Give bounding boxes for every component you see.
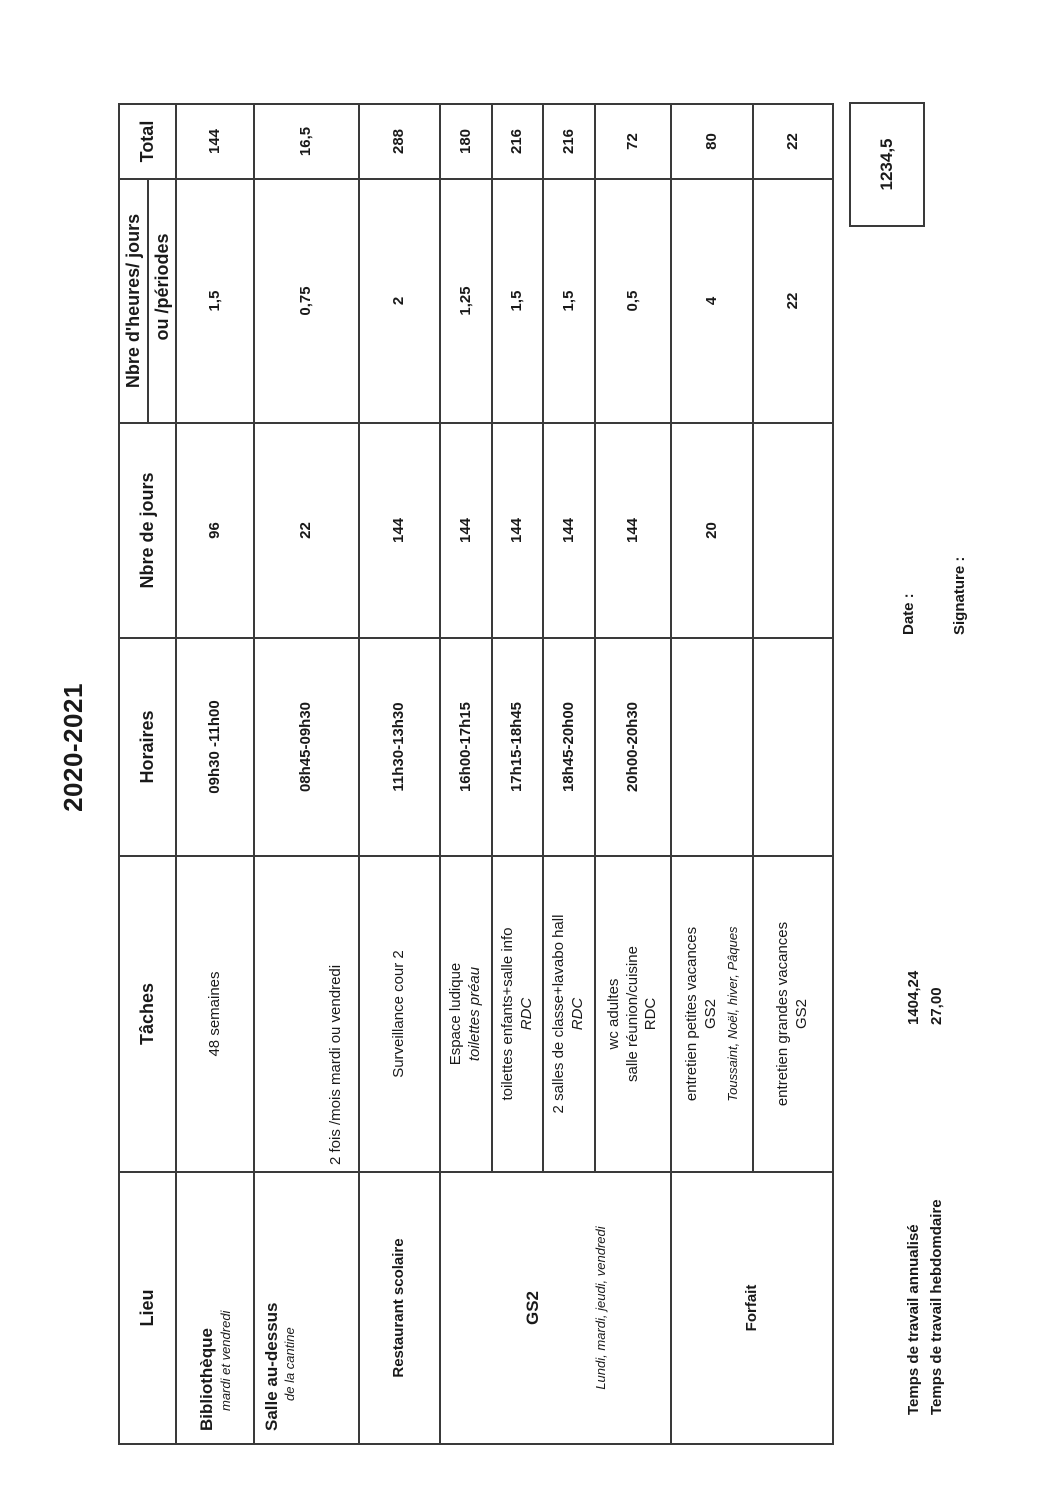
cell-tache: 2 fois /mois mardi ou vendredi: [254, 856, 359, 1172]
cell-jours: 96: [176, 423, 254, 638]
cell-lieu: Restaurant scolaire: [359, 1172, 440, 1444]
cell-tache: [671, 856, 753, 1172]
cell-tache: Surveillance cour 2: [359, 856, 440, 1172]
tache-line2: salle réunion/cuisine: [623, 946, 641, 1082]
header-horaires: Horaires: [119, 638, 176, 856]
cell-horaires: 17h15-18h45: [492, 638, 543, 856]
table-row: [671, 104, 753, 1444]
tache-line2: GS2: [793, 999, 810, 1030]
lieu-name: GS2: [522, 1290, 542, 1326]
cell-heures: 1,5: [543, 179, 595, 423]
cell-tache: [753, 856, 833, 1172]
cell-heures: 2: [359, 179, 440, 423]
cell-tache: [440, 856, 492, 1172]
header-nbre-jours: Nbre de jours: [119, 423, 176, 638]
tache-subtitle: RDC: [569, 997, 586, 1031]
cell-horaires: 11h30-13h30: [359, 638, 440, 856]
signature-label: Signature :: [951, 556, 968, 635]
tache-line3: RDC: [642, 997, 660, 1031]
cell-lieu: [176, 1172, 254, 1444]
header-nbre-heures: [119, 179, 176, 423]
tache-subtitle: Toussaint, Noël, hiver, Pâques: [724, 926, 740, 1102]
tache-subtitle: RDC: [517, 997, 535, 1031]
grand-total: 1234,5: [849, 102, 925, 227]
cell-heures: 22: [753, 179, 833, 423]
cell-jours: 144: [595, 423, 671, 638]
cell-tache: [492, 856, 543, 1172]
lieu-subtitle: Lundi, mardi, jeudi, vendredi: [593, 1226, 608, 1390]
cell-horaires: 20h00-20h30: [595, 638, 671, 856]
header-nbre-heures-line2: ou /périodes: [151, 233, 172, 341]
cell-heures: 0,5: [595, 179, 671, 423]
tache-main: 2 salles de classe+lavabo hall: [550, 914, 568, 1114]
tache-main: Espace ludique: [447, 962, 465, 1066]
cell-jours: 144: [359, 423, 440, 638]
tache-line1: entretien petites vacances: [683, 926, 701, 1102]
page-title: 2020-2021: [58, 683, 88, 812]
hebdo-label: Temps de travail hebdomdaire: [928, 1199, 945, 1415]
header-total: Total: [119, 104, 176, 179]
cell-heures: 1,25: [440, 179, 492, 423]
hebdo-value: 27,00: [928, 987, 945, 1025]
cell-total: 216: [543, 104, 595, 179]
tache-main: toilettes enfants+salle info: [498, 927, 516, 1101]
tache-subtitle: toilettes préau: [466, 966, 483, 1062]
table-row: [176, 104, 254, 1444]
cell-horaires: 16h00-17h15: [440, 638, 492, 856]
cell-total: 180: [440, 104, 492, 179]
cell-horaires: 09h30 -11h00: [176, 638, 254, 856]
cell-total: 288: [359, 104, 440, 179]
tache-line1: wc adultes: [604, 978, 622, 1050]
cell-total: 22: [753, 104, 833, 179]
header-row: [119, 104, 176, 1444]
cell-tache: 48 semaines: [176, 856, 254, 1172]
table-row: [440, 104, 492, 1444]
cell-tache: [595, 856, 671, 1172]
cell-heures: 1,5: [492, 179, 543, 423]
cell-jours: 144: [543, 423, 595, 638]
header-lieu: Lieu: [119, 1172, 176, 1444]
date-label: Date :: [900, 593, 917, 635]
cell-horaires: [671, 638, 753, 856]
cell-heures: 0,75: [254, 179, 359, 423]
cell-jours: [753, 423, 833, 638]
cell-horaires: [753, 638, 833, 856]
tache-line2: GS2: [701, 999, 719, 1030]
cell-jours: 22: [254, 423, 359, 638]
cell-jours: 144: [440, 423, 492, 638]
cell-horaires: 08h45-09h30: [254, 638, 359, 856]
cell-horaires: 18h45-20h00: [543, 638, 595, 856]
cell-jours: 20: [671, 423, 753, 638]
cell-tache: [543, 856, 595, 1172]
cell-total: 216: [492, 104, 543, 179]
cell-total: 144: [176, 104, 254, 179]
cell-heures: 1,5: [176, 179, 254, 423]
cell-heures: 4: [671, 179, 753, 423]
cell-lieu: Forfait: [671, 1172, 833, 1444]
cell-lieu: [440, 1172, 671, 1444]
header-nbre-heures-line1: Nbre d'heures/ jours: [120, 180, 149, 422]
annualise-label: Temps de travail annualisé: [905, 1224, 922, 1415]
cell-total: 80: [671, 104, 753, 179]
table-row: [359, 104, 440, 1444]
tache-line1: entretien grandes vacances: [774, 921, 792, 1107]
cell-total: 72: [595, 104, 671, 179]
annualise-value: 1404,24: [905, 970, 922, 1025]
lieu-subtitle: de la cantine: [282, 1327, 298, 1401]
lieu-name: Bibliothèque: [197, 1328, 217, 1431]
lieu-subtitle: mardi et vendredi: [217, 1310, 233, 1411]
table-row: [254, 104, 359, 1444]
cell-total: 16,5: [254, 104, 359, 179]
header-taches: Tâches: [119, 856, 176, 1172]
schedule-table: [118, 103, 834, 1445]
cell-lieu: [254, 1172, 359, 1444]
lieu-name: Salle au-dessus: [262, 1302, 281, 1431]
cell-jours: 144: [492, 423, 543, 638]
